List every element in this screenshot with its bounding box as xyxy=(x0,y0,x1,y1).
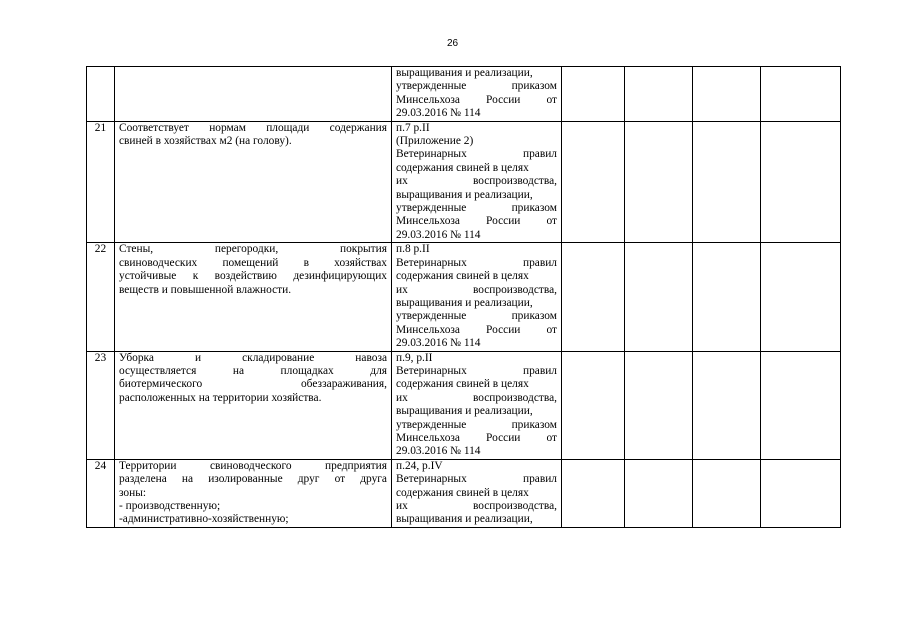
reference-line: Ветеринарных правил xyxy=(396,364,557,377)
reference-line: Ветеринарных правил xyxy=(396,256,557,269)
table-row xyxy=(87,67,841,122)
row-number: 21 xyxy=(87,121,115,243)
table-row xyxy=(87,243,841,351)
reference-line: Минсельхоза России от xyxy=(396,93,557,106)
reference-line: 29.03.2016 № 114 xyxy=(396,337,481,350)
requirement-line: устойчивые к воздействию дезинфицирующих xyxy=(119,270,387,283)
reference-line: выращивания и реализации, xyxy=(396,513,533,526)
empty-cell xyxy=(761,67,841,122)
requirement-line: свиней в хозяйствах м2 (на голову). xyxy=(119,135,292,148)
requirement-line: осуществляется на площадках для xyxy=(119,364,387,377)
reference-line: Ветеринарных правил xyxy=(396,473,557,486)
empty-cell xyxy=(625,459,693,527)
empty-cell xyxy=(562,121,625,243)
empty-cell xyxy=(693,67,761,122)
requirement-cell xyxy=(115,351,392,459)
reference-line: утвержденные приказом xyxy=(396,80,557,93)
empty-cell xyxy=(625,351,693,459)
row-number: 23 xyxy=(87,351,115,459)
reference-line: утвержденные приказом xyxy=(396,418,557,431)
requirement-line: Территории свиноводческого предприятия xyxy=(119,459,387,472)
reference-line: содержания свиней в целях xyxy=(396,270,529,283)
reference-line: содержания свиней в целях xyxy=(396,161,529,174)
reference-line: п.7 р.II xyxy=(396,121,430,134)
reference-cell xyxy=(392,121,562,243)
reference-line: Минсельхоза России от xyxy=(396,431,557,444)
requirement-line: свиноводческих помещений в хозяйствах xyxy=(119,256,387,269)
empty-cell xyxy=(562,351,625,459)
empty-cell xyxy=(761,121,841,243)
requirement-cell xyxy=(115,459,392,527)
reference-line: их воспроизводства, xyxy=(396,175,557,188)
requirement-cell xyxy=(115,243,392,351)
reference-line: выращивания и реализации, xyxy=(396,67,533,79)
reference-line: 29.03.2016 № 114 xyxy=(396,445,481,458)
empty-cell xyxy=(693,121,761,243)
empty-cell xyxy=(693,459,761,527)
requirement-line: веществ и повышенной влажности. xyxy=(119,283,292,296)
empty-cell xyxy=(761,351,841,459)
row-number: 22 xyxy=(87,243,115,351)
reference-cell xyxy=(392,351,562,459)
requirement-line: Соответствует нормам площади содержания xyxy=(119,121,387,134)
table-row xyxy=(87,459,841,527)
requirement-line: биотермического обеззараживания, xyxy=(119,378,387,391)
reference-line: утвержденные приказом xyxy=(396,202,557,215)
checklist-table xyxy=(86,66,841,528)
reference-line: выращивания и реализации, xyxy=(396,188,533,201)
requirement-line: разделена на изолированные друг от друга xyxy=(119,473,387,486)
table-row xyxy=(87,351,841,459)
reference-line: 29.03.2016 № 114 xyxy=(396,107,481,120)
empty-cell xyxy=(625,121,693,243)
reference-line: выращивания и реализации, xyxy=(396,296,533,309)
reference-line: их воспроизводства, xyxy=(396,500,557,512)
requirement-line: зоны: xyxy=(119,486,147,499)
reference-line: содержания свиней в целях xyxy=(396,378,529,391)
reference-line: Минсельхоза России от xyxy=(396,323,557,336)
page-number: 26 xyxy=(446,38,459,49)
table-row xyxy=(87,121,841,243)
reference-line: содержания свиней в целях xyxy=(396,486,529,499)
requirement-cell xyxy=(115,121,392,243)
reference-cell xyxy=(392,243,562,351)
empty-cell xyxy=(693,351,761,459)
empty-cell xyxy=(625,67,693,122)
empty-cell xyxy=(562,243,625,351)
row-number xyxy=(87,67,115,122)
requirement-line: -административно-хозяйственную; xyxy=(119,513,289,526)
reference-cell xyxy=(392,459,562,527)
requirement-line: Уборка и складирование навоза xyxy=(119,351,387,364)
empty-cell xyxy=(562,67,625,122)
empty-cell xyxy=(625,243,693,351)
empty-cell xyxy=(761,459,841,527)
empty-cell xyxy=(761,243,841,351)
reference-line: п.9, р.II xyxy=(396,351,433,364)
reference-line: Ветеринарных правил xyxy=(396,148,557,161)
reference-cell xyxy=(392,67,562,122)
reference-line: (Приложение 2) xyxy=(396,135,474,148)
reference-line: их воспроизводства, xyxy=(396,391,557,404)
reference-line: выращивания и реализации, xyxy=(396,405,533,418)
row-number: 24 xyxy=(87,459,115,527)
reference-line: п.8 р.II xyxy=(396,243,430,256)
reference-line: их воспроизводства, xyxy=(396,283,557,296)
reference-line: 29.03.2016 № 114 xyxy=(396,228,481,241)
requirement-line: - производственную; xyxy=(119,500,221,512)
requirement-line: расположенных на территории хозяйства. xyxy=(119,391,322,404)
empty-cell xyxy=(693,243,761,351)
reference-line: утвержденные приказом xyxy=(396,310,557,323)
empty-cell xyxy=(562,459,625,527)
requirement-line: Стены, перегородки, покрытия xyxy=(119,243,387,256)
requirement-cell xyxy=(115,67,392,122)
reference-line: п.24, р.IV xyxy=(396,459,443,472)
reference-line: Минсельхоза России от xyxy=(396,215,557,228)
